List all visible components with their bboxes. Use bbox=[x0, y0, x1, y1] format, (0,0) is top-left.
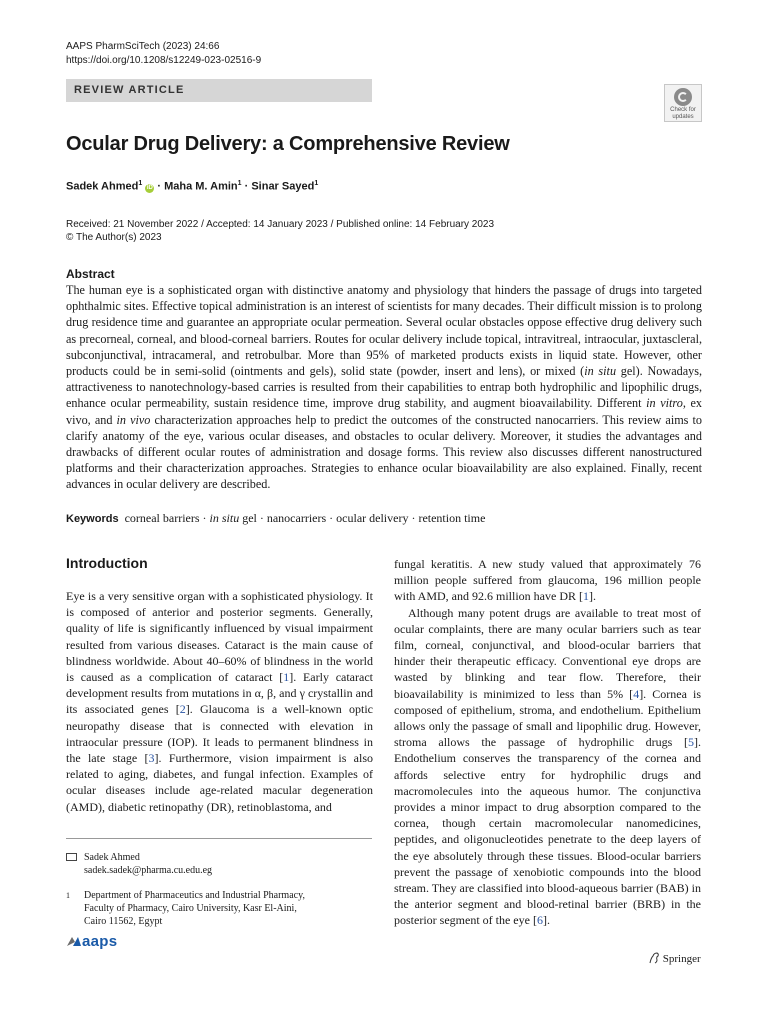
abstract-text bbox=[66, 282, 702, 493]
doi-link[interactable]: https://doi.org/10.1208/s12249-023-02516-9 bbox=[66, 55, 262, 66]
keyword-run: gel · nanocarriers · ocular delivery · retention time bbox=[239, 511, 486, 525]
body-run: fungal keratitis. A new study valued that approximately 76 million people suffered from glaucoma, 196 million people with AMD, and 92.6 million have DR [ bbox=[394, 557, 701, 604]
affiliation-line: Faculty of Pharmacy, Cairo University, Kasr El-Aini, bbox=[84, 903, 297, 914]
check-for-updates-badge[interactable] bbox=[664, 84, 702, 122]
abstract-italic: in situ bbox=[584, 364, 617, 379]
affiliation bbox=[66, 889, 372, 928]
body-run: Eye is a very sensitive organ with a sophisticated physiology. It is composed of anterior and posterior segments. Generally, quality of life is significantly influenced by visual impairment resulted from various diseases. Cataract is the main cause of blindness worldwide. About 40–60% of blindness in the world is caused as a complication of cataract [ bbox=[66, 589, 373, 685]
abstract-heading: Abstract bbox=[66, 267, 115, 281]
publisher-mark bbox=[648, 952, 701, 965]
author-separator: · bbox=[241, 180, 252, 193]
body-run: ]. bbox=[542, 913, 550, 928]
author-affiliation-mark: 1 bbox=[237, 180, 242, 187]
citation-link[interactable]: 4 bbox=[633, 686, 640, 701]
body-run: ]. Early cataract development results from mutations in α, β, and γ crystallin and its associated genes [ bbox=[66, 670, 373, 717]
affiliation-mark: 1 bbox=[66, 891, 70, 900]
aaps-logo-text: aaps bbox=[82, 933, 118, 950]
body-run: Although many potent drugs are available to treat most of ocular complaints, there are many ocular barriers such as tear film, corneal, conjunctival, and blood-ocular barriers that hinder their therapeutic efficacy. Conventional eye drops are wasted by blinking and tear flow. Therefore, their bioavailability is minimized to less than 5% [ bbox=[394, 605, 701, 701]
citation-link[interactable]: 1 bbox=[583, 589, 589, 604]
springer-horse-icon bbox=[648, 952, 660, 964]
keyword-italic: in situ bbox=[209, 511, 240, 525]
footnotes bbox=[66, 851, 372, 928]
abstract-italic: in vivo bbox=[116, 412, 151, 427]
author-separator: · bbox=[154, 180, 165, 193]
article-type-banner: REVIEW ARTICLE bbox=[66, 79, 372, 102]
citation-link[interactable]: 1 bbox=[283, 670, 290, 685]
orcid-icon[interactable]: iD bbox=[146, 184, 153, 191]
publication-dates bbox=[66, 218, 494, 244]
footnote-divider bbox=[66, 838, 372, 839]
abstract-run: gel). Nowadays, attractiveness to nanotechnology-based carries is resulted from their capabilities to entrap both hydrophilic and lipophilic drugs, enhance ocular permeability, sustain residence time, improve drug stability, and augment bioavailability. Different bbox=[66, 364, 702, 411]
article-title: Ocular Drug Delivery: a Comprehensive Review bbox=[66, 133, 510, 155]
citation-link[interactable]: 3 bbox=[148, 751, 155, 766]
body-run: ]. Furthermore, vision impairment is also related to aging, diabetes, and fungal infection. Examples of ocular diseases include age-related macular degeneration (AMD), diabetic retinopathy (DR), retinoblastoma, and bbox=[66, 751, 373, 814]
badge-line-2: updates bbox=[672, 114, 694, 120]
body-run: ]. Cornea is composed of epithelium, stroma, and endothelium. Epithelium allows only the passage of small and lipophilic drug. However, stroma allows the passage of hydrophilic drugs [ bbox=[394, 686, 701, 750]
abstract-run: characterization approaches help to predict the outcomes of the constructed nanocarriers. This review aims to clarify anatomy of the eye, various ocular diseases, and obstacles to ocular delivery. Moreover, it studies the advantages and drawbacks of different ocular routes of administration and dosage forms. This review also discusses different nanostructured platforms and their characterization approaches. Strategies to enhance ocular bioavailability are also explained. Finally, recent advances in ocular delivery are described. bbox=[66, 412, 703, 492]
author-name: Maha M. Amin bbox=[164, 180, 238, 193]
paragraph bbox=[394, 605, 701, 929]
keywords bbox=[66, 511, 485, 526]
badge-line-1: Check for bbox=[670, 107, 696, 113]
author-name: Sinar Sayed bbox=[251, 180, 315, 193]
author-affiliation-mark: 1 bbox=[314, 180, 319, 187]
author-affiliation-mark: 1 bbox=[138, 180, 143, 187]
introduction-left-column bbox=[66, 588, 373, 815]
journal-citation: AAPS PharmSciTech (2023) 24:66 bbox=[66, 41, 220, 52]
author-name: Sadek Ahmed bbox=[66, 180, 139, 193]
body-run: ]. Glaucoma is a well-known optic neuropathy disease that is connected with elevation in intraocular pressure (IOP). It leads to permanent blindness in the late stage [ bbox=[66, 702, 373, 766]
body-run: ]. Endothelium conserves the transparency of the cornea and affords selective entry for hydrophilic drugs and macromolecules into the aqueous humor. The conjunctiva provides a minor impact to drug absorption compared to the cornea, though certain macromolecular nanomedicines, peptides, and oligonucleotides penetrate to the deep layers of the eye absolutely through these tissues. Blood-ocular barriers prevent the passage of xenobiotic compounds into the blood stream. They are classified into blood-aqueous barrier (BAB) in the anterior segment and blood-retinal barrier (BRB) in the posterior segment of the eye [ bbox=[394, 735, 701, 928]
citation-link[interactable]: 6 bbox=[536, 913, 543, 928]
publisher-name: Springer bbox=[662, 953, 701, 965]
paragraph bbox=[394, 556, 701, 605]
abstract-run: , ex vivo, and bbox=[66, 396, 702, 427]
copyright-line: © The Author(s) 2023 bbox=[66, 232, 162, 243]
aaps-logo bbox=[66, 933, 117, 950]
abstract-run: The human eye is a sophisticated organ with distinctive anatomy and physiology that hinders the passage of drugs into targeted ophthalmic sites. Effective topical administration is an interest of scientists for many decades. Their difficult mission is to prolong drug residence time and guarantee an appropriate ocular permeation. Several ocular obstacles oppose effective drug delivery such as precorneal, corneal, and blood-corneal barriers. Routes for ocular delivery include topical, intravitreal, intraocular, juxtascleral, subconjunctival, intracameral, and retrobulbar. More than 95% of marketed products exists in liquid state. However, other products could be in semi-solid (ointments and gels), solid state (powder, insert and lens), or mixed ( bbox=[66, 283, 702, 379]
dates-line: Received: 21 November 2022 / Accepted: 14 January 2023 / Published online: 14 February 2023 bbox=[66, 219, 495, 230]
introduction-right-column bbox=[394, 556, 701, 929]
affiliation-line: Cairo 11562, Egypt bbox=[84, 916, 163, 927]
envelope-icon bbox=[66, 853, 77, 861]
citation-link[interactable]: 2 bbox=[179, 702, 186, 717]
corresponding-author-name: Sadek Ahmed bbox=[84, 852, 140, 863]
introduction-heading: Introduction bbox=[66, 555, 148, 571]
keywords-label: Keywords bbox=[66, 513, 119, 525]
affiliation-line: Department of Pharmaceutics and Industrial Pharmacy, bbox=[84, 890, 305, 901]
abstract-italic: in vitro bbox=[646, 396, 683, 411]
citation-link[interactable]: 5 bbox=[688, 735, 694, 750]
author-list bbox=[66, 180, 318, 193]
keyword-run: corneal barriers · bbox=[124, 511, 210, 525]
corresponding-author-email[interactable]: sadek.sadek@pharma.cu.edu.eg bbox=[84, 865, 213, 876]
corresponding-author bbox=[66, 851, 372, 877]
aaps-logo-icon bbox=[66, 935, 82, 947]
check-updates-icon bbox=[674, 88, 692, 106]
body-run: ]. bbox=[589, 589, 596, 604]
journal-header bbox=[66, 40, 261, 68]
